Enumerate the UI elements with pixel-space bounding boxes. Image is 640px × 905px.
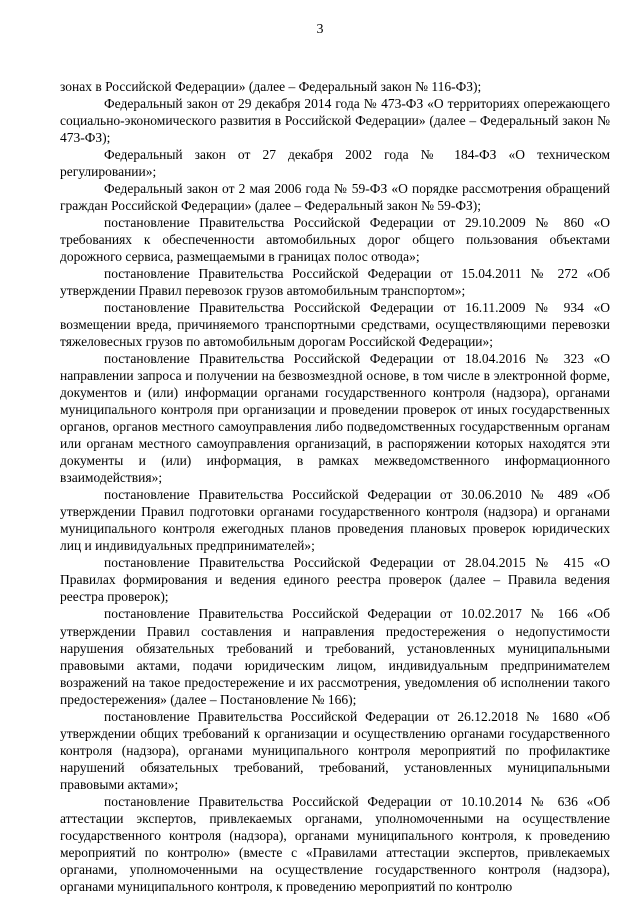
document-body: [60, 78, 610, 895]
paragraph-13: постановление Правительства Российской Федерации от 10.10.2014 № 636 «Об аттестации экспертов, привлекаемых органами, уполномоченными на осуществление государственного контроля (надзора), органами муниципального контроля, к проведению мероприятий по контролю» (вместе с «Правилами аттестации экспертов, привлекаемых органами, уполномоченными на осуществление государственного контроля (надзора), органами муниципального контроля, к проведению мероприятий по контролю: [60, 793, 610, 894]
paragraph-4: Федеральный закон от 2 мая 2006 года № 59-ФЗ «О порядке рассмотрения обращений граждан Российской Федерации» (далее – Федеральный закон № 59-ФЗ);: [60, 181, 610, 214]
paragraph-1: зонах в Российской Федерации» (далее – Федеральный закон № 116-ФЗ);: [60, 79, 482, 94]
paragraph-3: Федеральный закон от 27 декабря 2002 года № 184-ФЗ «О техническом регулировании»;: [60, 147, 610, 180]
paragraph-5: постановление Правительства Российской Федерации от 29.10.2009 № 860 «О требованиях к обеспеченности автомобильных дорог общего пользования объектами дорожного сервиса, размещаемыми в границах полос отвода»;: [60, 215, 610, 265]
page-number: 3: [316, 22, 324, 37]
paragraph-12: постановление Правительства Российской Федерации от 26.12.2018 № 1680 «Об утверждении общих требований к организации и осуществлению органами государственного контроля (надзора), органами муниципального контроля мероприятий по профилактике нарушений обязательных требований, требований, установленных муниципальными правовыми актами»;: [60, 708, 610, 792]
paragraph-6: постановление Правительства Российской Федерации от 15.04.2011 № 272 «Об утверждении Правил перевозок грузов автомобильным транспортом»;: [60, 266, 610, 299]
paragraph-9: постановление Правительства Российской Федерации от 30.06.2010 № 489 «Об утверждении Правил подготовки органами государственного контроля (надзора) и органами муниципального контроля ежегодных планов проведения плановых проверок юридических лиц и индивидуальных предпринимателей»;: [60, 487, 610, 554]
paragraph-2: Федеральный закон от 29 декабря 2014 года № 473-ФЗ «О территориях опережающего социально-экономического развития в Российской Федерации» (далее – Федеральный закон № 473-ФЗ);: [60, 96, 610, 146]
paragraph-11: постановление Правительства Российской Федерации от 10.02.2017 № 166 «Об утверждении Правил составления и направления предостережения о недопустимости нарушения обязательных требований и требований, установленных муниципальными правовыми актами, подачи юридическим лицом, индивидуальным предпринимателем возражений на такое предостережение и их рассмотрения, уведомления об исполнении такого предостережения» (далее – Постановление № 166);: [60, 606, 610, 707]
paragraph-8: постановление Правительства Российской Федерации от 18.04.2016 № 323 «О направлении запроса и получении на безвозмездной основе, в том числе в электронной форме, документов и (или) информации органами государственного контроля (надзора), органами муниципального контроля при организации и проведении проверок от иных государственных органов, органов местного самоуправления либо подведомственных государственным органам или органам местного самоуправления организаций, в распоряжении которых находятся эти документы и (или) информация, в рамках межведомственного информационного взаимодействия»;: [60, 351, 610, 486]
paragraph-7: постановление Правительства Российской Федерации от 16.11.2009 № 934 «О возмещении вреда, причиняемого транспортными средствами, осуществляющими перевозки тяжеловесных грузов по автомобильным дорогам Российской Федерации»;: [60, 300, 610, 350]
paragraph-10: постановление Правительства Российской Федерации от 28.04.2015 № 415 «О Правилах формирования и ведения единого реестра проверок (далее – Правила ведения реестра проверок);: [60, 555, 610, 605]
